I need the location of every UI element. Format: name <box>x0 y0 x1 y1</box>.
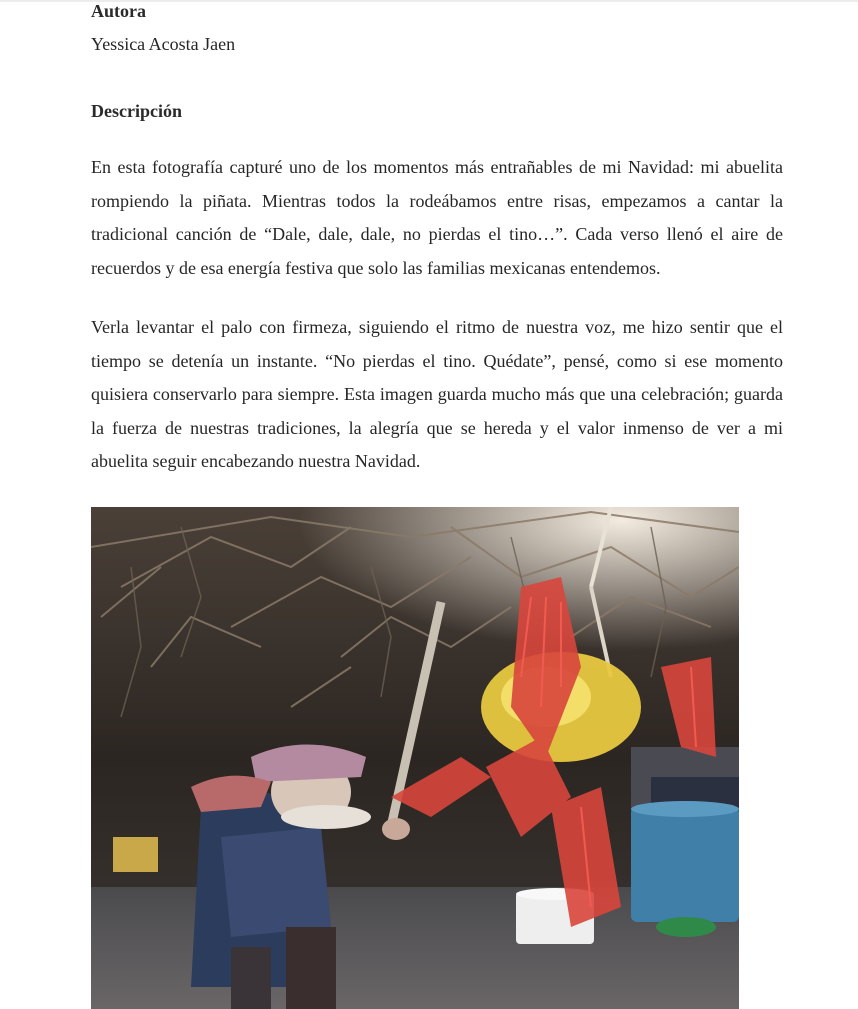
description-heading: Descripción <box>91 101 182 121</box>
description-paragraph-1: En esta fotografía capturé uno de los momentos más entrañables de mi Navidad: mi abuelita rompiendo la piñata. Mientras todos la rodeábamos entre risas, empezamos a cantar la tradicional canción de “Dale, dale, dale, no pierdas el tino…”. Cada verso llenó el aire de recuerdos y de esa energía festiva que solo las familias mexicanas entendemos. <box>91 157 783 278</box>
author-heading: Autora <box>91 1 146 21</box>
description-paragraph-2: Verla levantar el palo con firmeza, siguiendo el ritmo de nuestra voz, me hizo sentir que el tiempo se detenía un instante. “No pierdas el tino. Quédate”, pensé, como si ese momento quisiera conservarlo para siempre. Esta imagen guarda mucho más que una celebración; guarda la fuerza de nuestras tradiciones, la alegría que se hereda y el valor inmenso de ver a mi abuelita seguir encabezando nuestra Navidad. <box>91 317 783 472</box>
pinata-photo <box>91 507 739 1009</box>
author-name: Yessica Acosta Jaen <box>91 34 236 54</box>
